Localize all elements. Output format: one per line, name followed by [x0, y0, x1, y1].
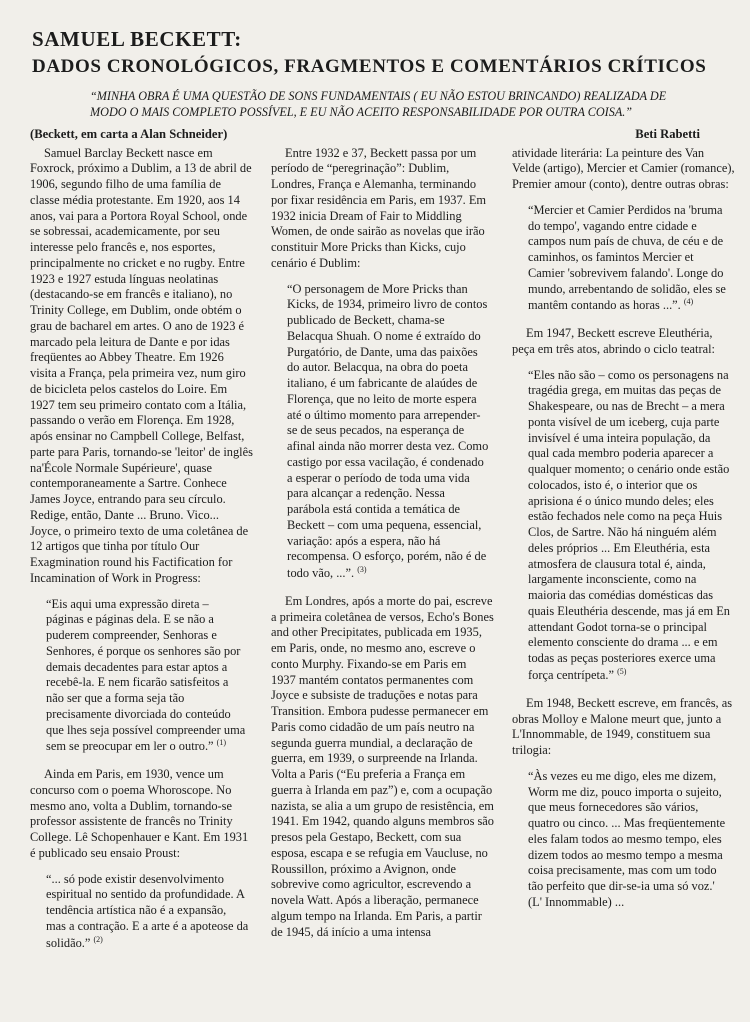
- footnote-ref: (2): [93, 934, 103, 944]
- article-title-line1: SAMUEL BECKETT:: [32, 27, 242, 51]
- attribution-row: [30, 127, 736, 142]
- column-3: [512, 146, 735, 964]
- quote-text: “O personagem de More Pricks than Kicks, de 1934, primeiro livro de contos publicado de Beckett, chama-se Belacqua Shuah. O nome é extraído do Purgatório, de Dante, uma das paixões do autor. Belacqua, na obra do poeta italiano, é um fabricante de alaúdes de Florença, que no leito de morte espera até o último momento para arrepender-se de seus pecados, na esperança de afinal ainda não morrer desta vez. Como castigo por essa vacilação, é condenado a esperar o período de toda uma vida para alcançar a redenção. Nessa parábola está contida a temática de Beckett – com uma pequena, essencial, variação: após a espera, não há recompensa. O esforço, porém, não é de todo vão, ...”.: [287, 281, 489, 581]
- paragraph: Em Londres, após a morte do pai, escreve a primeira coletânea de versos, Echo's Bones and other Precipitates, publicada em 1935, em Paris, onde, no mesmo ano, escreve o conto Murphy. Fixando-se em Paris em 1937 mantém contatos permanentes com Joyce e subsiste de traduções e notas para Transition. Embora pudesse permanecer em Paris como cidadão de um país neutro na segunda guerra mundial, a declaração de guerra, em 1939, o surpreende na Irlanda. Volta a Paris (“Eu preferia a França em guerra à Irlanda em paz”) e, com a ocupação nazista, se alia a um grupo de resistência, em 1941. Em 1942, quando alguns membros são presos pela Gestapo, Beckett, com sua esposa, escapa e se refugia em Vaucluse, no Roussillon, próximo a Avignon, onde sobrevive como agricultor, escrevendo a novela Watt. Após a liberação, permanece algum tempo na Irlanda. Em Paris, a partir de 1945, dá início a uma intensa: [271, 593, 495, 939]
- footnote-ref: (4): [683, 297, 694, 307]
- article-title-line2: DADOS CRONOLÓGICOS, FRAGMENTOS E COMENTÁRIOS CRÍTICOS: [32, 55, 707, 77]
- quote-text: “Às vezes eu me digo, eles me dizem, Worm me diz, pouco importa o sujeito, que meus fornecedores são vários, quatro ou cinco. ... Mas freqüentemente eles falam todos ao mesmo tempo, eles dizem todos ao mesmo tempo a mesma coisa precisamente, mas com um todo tão perfeito que dir-se-ia uma só voz.' (L' Innommable) ...: [528, 768, 726, 909]
- article-author: Beti Rabetti: [635, 126, 700, 141]
- quote-text: “Mercier et Camier Perdidos na 'bruma do tempo', vagando entre cidade e campos num país de chuva, de céu e de caminhos, os famintos Mercier et Camier 'sobrevivem falando'. Longe do mundo, arrebentando de solidão, eles se mantêm contando as horas ...”.: [528, 202, 726, 313]
- footnote-ref: (5): [617, 666, 627, 676]
- footnote-ref: (3): [357, 565, 367, 574]
- paragraph: Em 1947, Beckett escreve Eleuthéria, peça em três atos, abrindo o ciclo teatral:: [512, 326, 715, 356]
- paragraph: Ainda em Paris, em 1930, vence um concurso com o poema Whoroscope. No mesmo ano, volta a Dublim, tornando-se professor assistente de francês no Trinity College. Lê Schopenhauer e Kant. Em 1931 é publicado seu ensaio Proust:: [30, 767, 249, 860]
- block-quote: [46, 872, 249, 952]
- epigraph-citation: (Beckett, em carta a Alan Schneider): [30, 126, 228, 141]
- paragraph: Samuel Barclay Beckett nasce em Foxrock, próximo a Dublim, a 13 de abril de 1906, segundo filho de uma família de classe média protestante. Em 1920, aos 14 anos, vai para a Portora Royal School, onde se sobressai, academicamente, por seu interesse pelo francês e, nos esportes, principalmente no cricket e no rugby. Entre 1923 e 1927 estuda línguas neolatinas (destacando-se em francês e italiano), no Trinity College, em Dublim, onde obtém o grau de bacharel em artes. O ano de 1923 é marcado pela leitura de Dante e por idas freqüentes ao Abbey Theatre. Em 1926 visita a França, pela primeira vez, num giro de bicicleta pelos castelos do Loire. Em 1927 tem seu primeiro contato com a Itália, passando o verão em Florença. Em 1928, após ensinar no Campbell College, Belfast, parte para Paris, tornando-se 'leitor' de inglês na'École Normale Supérieure', quase contemporaneamente a Sartre. Conhece James Joyce, entrando para seu círculo. Redige, então, Dante ... Bruno. Vico... Joyce, o primeiro texto de uma coletânea de 12 artigos que tinha por título Our Exagmination round his Factification for Incamination of Work in Progress:: [30, 145, 253, 585]
- block-quote: [528, 203, 731, 314]
- quote-text: “Eis aqui uma expressão direta – páginas e páginas dela. E se não a puderem compreender, Senhoras e Senhores, é porque os senhores são por demais decadentes para estar aptos a recebê-la. E nem ficarão satisfeitos a não ser que a forma seja tão precisamente divorciada do conteúdo que lhes seja possível compreender uma sem se preocupar em ler o outro.”: [46, 596, 246, 754]
- block-quote: [287, 282, 490, 582]
- block-quote: [528, 769, 731, 911]
- column-2: [271, 146, 494, 964]
- epigraph: “MINHA OBRA É UMA QUESTÃO DE SONS FUNDAMENTAIS ( EU NÃO ESTOU BRINCANDO) REALIZADA DE MODO O MAIS COMPLETO POSSÍVEL, E EU NÃO ACEITO RESPONSABILIDADE POR OUTRA COISA.”: [90, 88, 667, 119]
- block-quote: [46, 597, 249, 756]
- column-1: [30, 146, 253, 964]
- text-columns: [30, 146, 736, 964]
- quote-text: “Eles não são – como os personagens na tragédia grega, em muitas das peças de Shakespeare, ou nas de Brecht – a mera ponta visível de um iceberg, cuja parte invisível é uma inteira população, da qual cada membro poderia aparecer a qualquer momento; o cenário onde estão colocados, isto é, o interior que os aprisiona é o único mundo deles; eles estão fechados nele como na peça Huis Clos, de Sartre. Não há ninguém além deles próprios ... Em Eleuthéria, esta atmosfera de clausura total é, ainda, largamente inconsciente, como na maioria das comédias domésticas das quais Eleuthéria descende, mas já em En attendant Godot torna-se o principal elemento consciente do drama ... e em todas as peças posteriores exerce uma força centrípeta.”: [528, 367, 730, 682]
- paragraph: Entre 1932 e 37, Beckett passa por um período de “peregrinação”: Dublim, Londres, França e Alemanha, terminando por fixar residência em Paris, em 1937. Em 1932 inicia Dream of Fair to Middling Women, de onde sairão as novelas que irão constituir More Pricks than Kicks, cujo cenário é Dublim:: [271, 145, 487, 270]
- paragraph: atividade literária: La peinture des Van Velde (artigo), Mercier et Camier (romance), Premier amour (conto), dentre outras obras:: [512, 145, 735, 191]
- block-quote: [528, 368, 731, 684]
- quote-text: “... só pode existir desenvolvimento espiritual no sentido da profundidade. A tendência artística não é a expansão, mas a contração. E a arte é a apoteose da solidão.”: [46, 871, 249, 950]
- footnote-ref: (1): [216, 738, 226, 748]
- paragraph: Em 1948, Beckett escreve, em francês, as obras Molloy e Malone meurt que, junto a L'Innommable, de 1949, constituem sua trilogia:: [512, 695, 733, 757]
